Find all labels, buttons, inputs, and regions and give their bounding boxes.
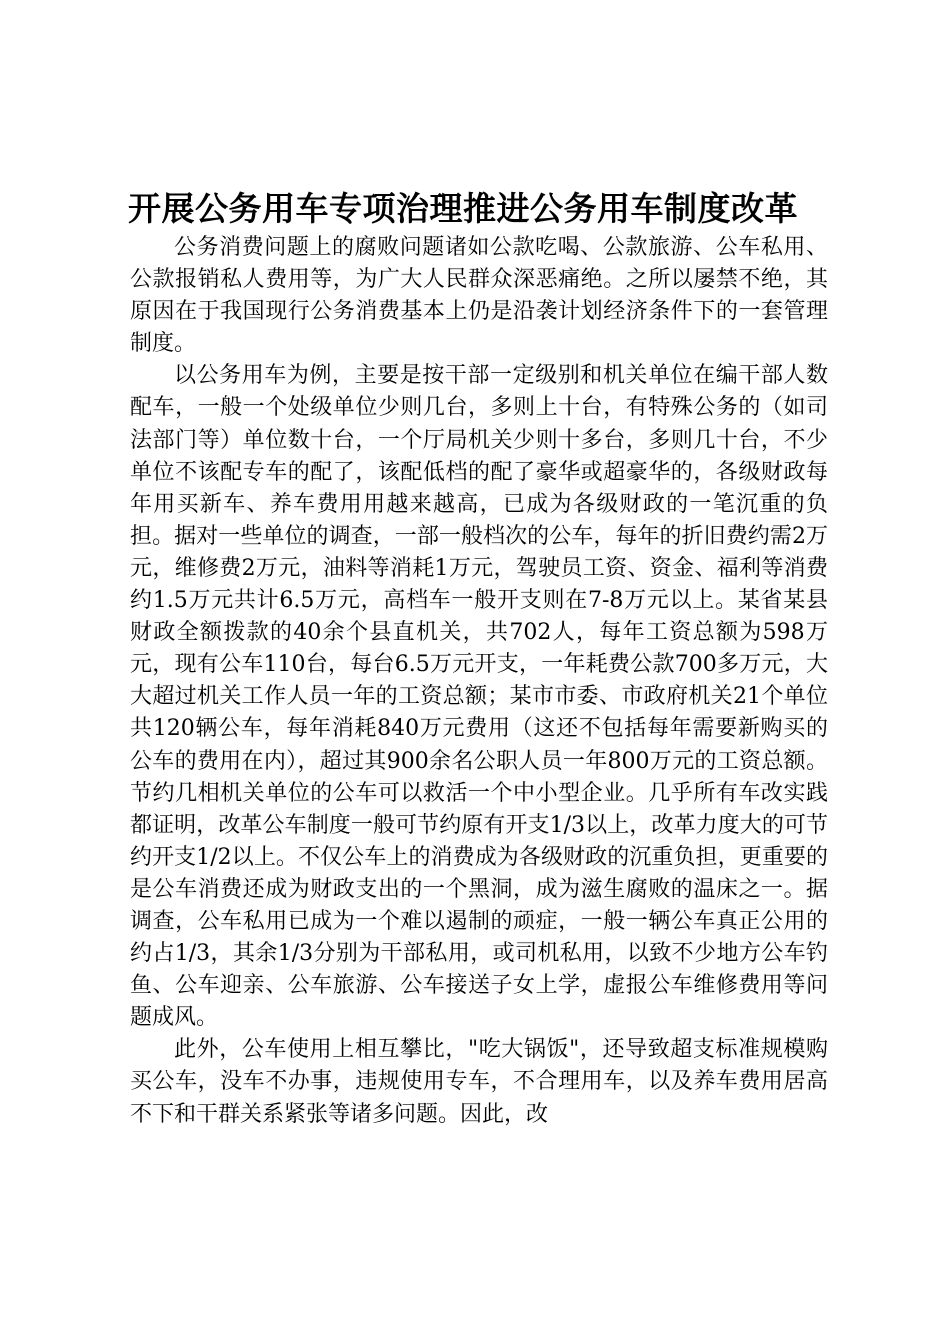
document-body [130, 232, 828, 1131]
paragraph-1: 公务消费问题上的腐败问题诸如公款吃喝、公款旅游、公车私用、公款报销私人费用等，为广大人民群众深恶痛绝。之所以屡禁不绝，其原因在于我国现行公务消费基本上仍是沿袭计划经济条件下的一套管理制度。 [130, 235, 828, 357]
paragraph-2: 以公务用车为例，主要是按干部一定级别和机关单位在编干部人数配车，一般一个处级单位少则几台，多则上十台，有特殊公务的（如司法部门等）单位数十台，一个厅局机关少则十多台，多则几十台，不少单位不该配专车的配了，该配低档的配了豪华或超豪华的，各级财政每年用买新车、养车费用用越来越高，已成为各级财政的一笔沉重的负担。据对一些单位的调查，一部一般档次的公车，每年的折旧费约需2万元，维修费2万元，油料等消耗1万元，驾驶员工资、资金、福利等消费约1.5万元共计6.5万元，高档车一般开支则在7-8万元以上。某省某县财政全额拨款的40余个县直机关，共702人，每年工资总额为598万元，现有公车110台，每台6.5万元开支，一年耗费公款700多万元，大大超过机关工作人员一年的工资总额；某市市委、市政府机关21个单位共120辆公车，每年消耗840万元费用（这还不包括每年需要新购买的公车的费用在内），超过其900余名公职人员一年800万元的工资总额。节约几相机关单位的公车可以救活一个中小型企业。几乎所有车改实践都证明，改革公车制度一般可节约原有开支1/3以上，改革力度大的可节约开支1/2以上。不仅公车上的消费成为各级财政的沉重负担，更重要的是公车消费还成为财政支出的一个黑洞，成为滋生腐败的温床之一。据调查，公车私用已成为一个难以遏制的顽症，一般一辆公车真正公用的约占1/3，其余1/3分别为干部私用，或司机私用，以致不少地方公车钓鱼、公车迎亲、公车旅游、公车接送子女上学，虚报公车维修费用等问题成风。 [130, 363, 828, 1031]
document-title: 开展公务用车专项治理推进公务用车制度改革 [128, 189, 798, 228]
paragraph-3: 此外，公车使用上相互攀比，"吃大锅饭"，还导致超支标准规模购买公车，没车不办事，违规使用专车，不合理用车，以及养车费用居高不下和干群关系紧张等诸多问题。因此，改 [130, 1037, 828, 1127]
